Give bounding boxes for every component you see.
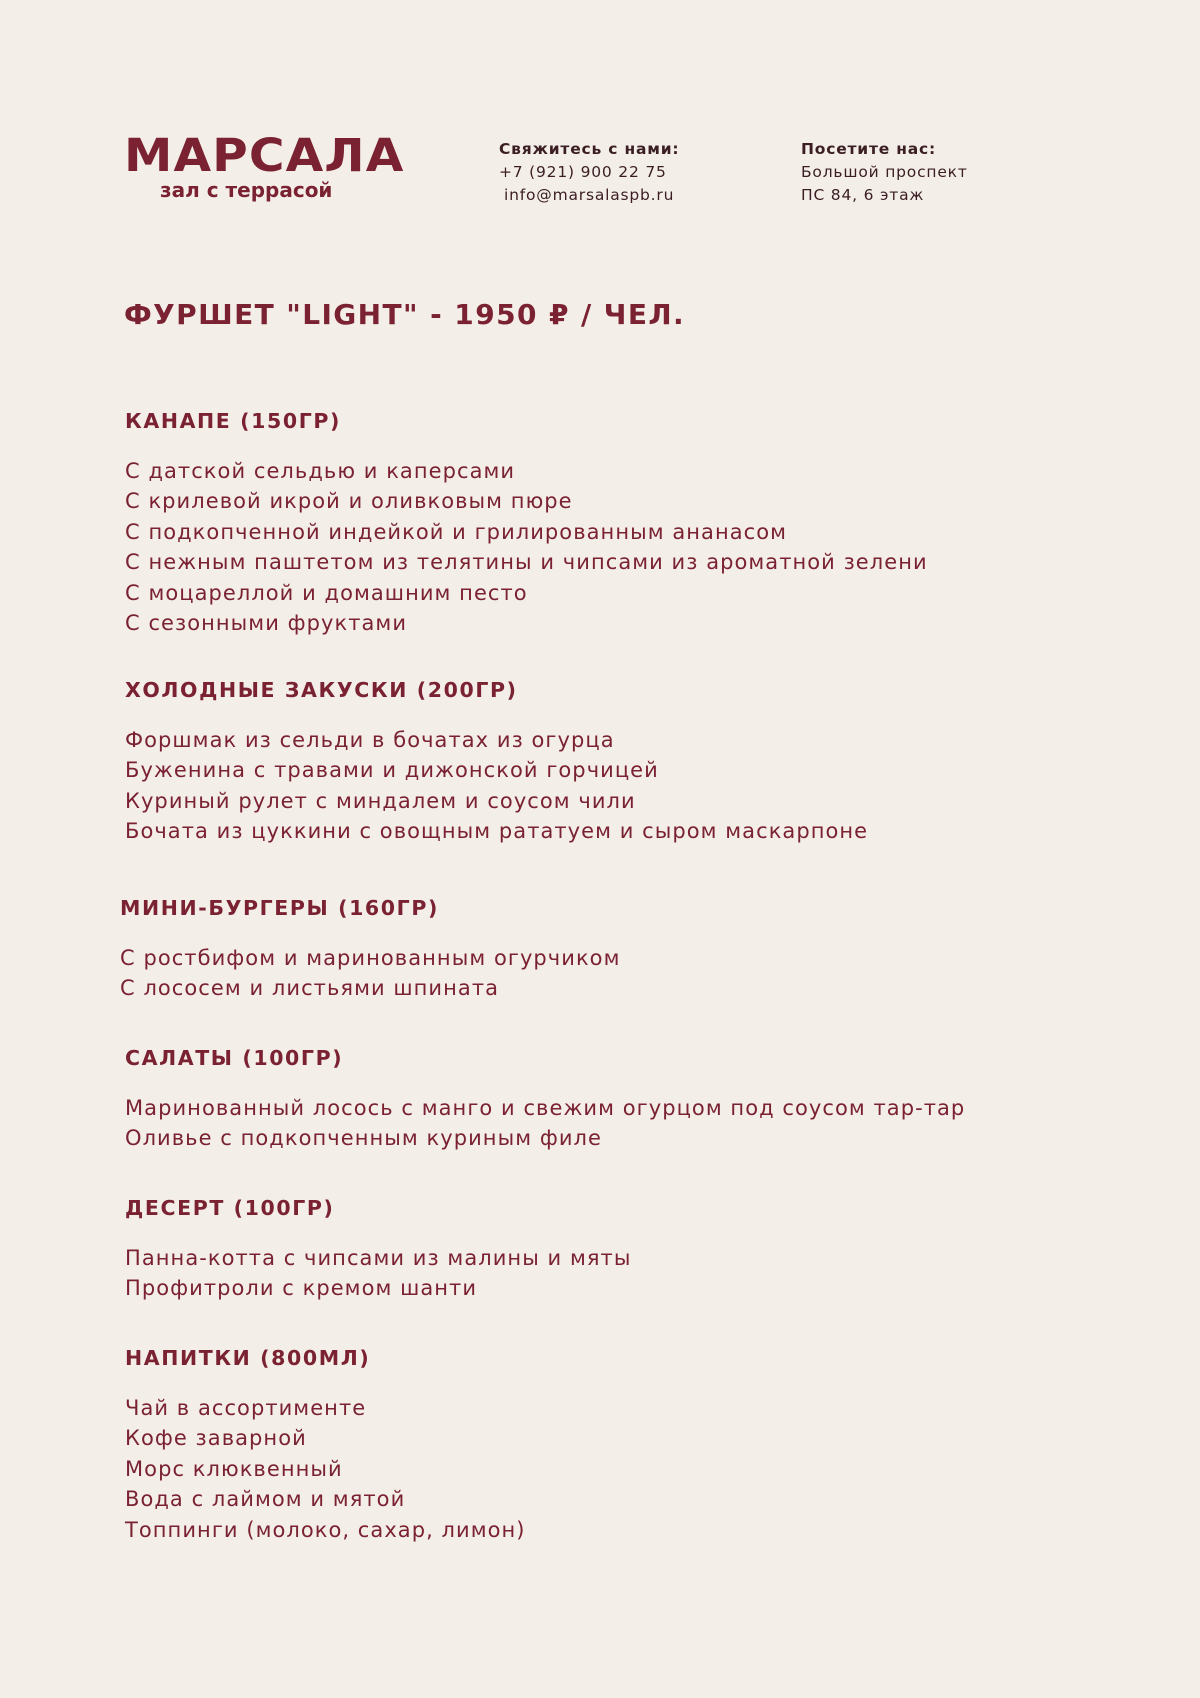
visit-heading: Посетите нас:	[801, 140, 937, 158]
menu-item: С датской сельдью и каперсами	[125, 459, 516, 483]
section-heading: НАПИТКИ (800МЛ)	[125, 1346, 371, 1370]
address-line-2: ПС 84, 6 этаж	[801, 186, 925, 204]
menu-title: ФУРШЕТ "LIGHT" - 1950 ₽ / ЧЕЛ.	[124, 298, 686, 331]
menu-item: Форшмак из сельди в бочатах из огурца	[125, 728, 615, 752]
section-canape	[125, 406, 928, 638]
contact-info	[499, 138, 679, 207]
menu-item: С моцареллой и домашним песто	[125, 580, 528, 605]
menu-item: С сезонными фруктами	[125, 611, 408, 636]
section-drinks	[125, 1343, 526, 1545]
menu-item: Панна-котта с чипсами из малины и мяты	[125, 1246, 632, 1270]
contact-heading: Свяжитесь с нами:	[499, 140, 680, 158]
logo-title: МАРСАЛА	[124, 129, 405, 182]
menu-item: Кофе заварной	[125, 1426, 307, 1451]
menu-item: Профитроли с кремом шанти	[125, 1276, 478, 1301]
section-dessert	[125, 1193, 631, 1304]
menu-item: Оливье с подкопченным куриным филе	[125, 1126, 602, 1151]
menu-item: С лососем и листьями шпината	[120, 976, 500, 1001]
section-items	[125, 1393, 526, 1545]
section-heading: КАНАПЕ (150ГР)	[125, 409, 341, 433]
menu-item: Маринованный лосось с манго и свежим огурцом под соусом тар-тар	[125, 1096, 966, 1120]
menu-item: Топпинги (молоко, сахар, лимон)	[125, 1517, 526, 1542]
section-items	[125, 1093, 965, 1154]
menu-item: С подкопченной индейкой и грилированным ананасом	[125, 519, 788, 544]
section-heading: ДЕСЕРТ (100ГР)	[125, 1196, 335, 1220]
menu-item: Морс клюквенный	[125, 1456, 343, 1481]
visit-info	[801, 138, 968, 207]
menu-item: Бочата из цуккини с овощным рататуем и сыром маскарпоне	[125, 819, 869, 844]
contact-phone[interactable]: +7 (921) 900 22 75	[499, 163, 667, 181]
section-items	[125, 1243, 631, 1304]
menu-item: С ростбифом и маринованным огурчиком	[120, 946, 621, 970]
section-items	[125, 725, 868, 847]
section-heading: МИНИ-БУРГЕРЫ (160ГР)	[120, 896, 439, 920]
section-items	[120, 943, 620, 1004]
menu-item: Вода с лаймом и мятой	[125, 1487, 406, 1512]
menu-item: Чай в ассортименте	[125, 1396, 367, 1420]
section-salads	[125, 1043, 965, 1154]
address-line-1: Большой проспект	[801, 163, 968, 181]
menu-item: Буженина с травами и дижонской горчицей	[125, 758, 659, 783]
contact-email[interactable]: info@marsalaspb.ru	[504, 186, 675, 204]
section-heading: ХОЛОДНЫЕ ЗАКУСКИ (200ГР)	[125, 678, 518, 702]
section-cold-appetizers	[125, 675, 868, 847]
menu-item: Куриный рулет с миндалем и соусом чили	[125, 788, 636, 813]
section-items	[125, 456, 928, 638]
logo	[124, 129, 405, 202]
section-mini-burgers	[120, 893, 620, 1004]
menu-item: С нежным паштетом из телятины и чипсами из ароматной зелени	[125, 550, 928, 575]
logo-subtitle: зал с террасой	[160, 178, 333, 202]
section-heading: САЛАТЫ (100ГР)	[125, 1046, 344, 1070]
menu-item: С крилевой икрой и оливковым пюре	[125, 489, 573, 514]
